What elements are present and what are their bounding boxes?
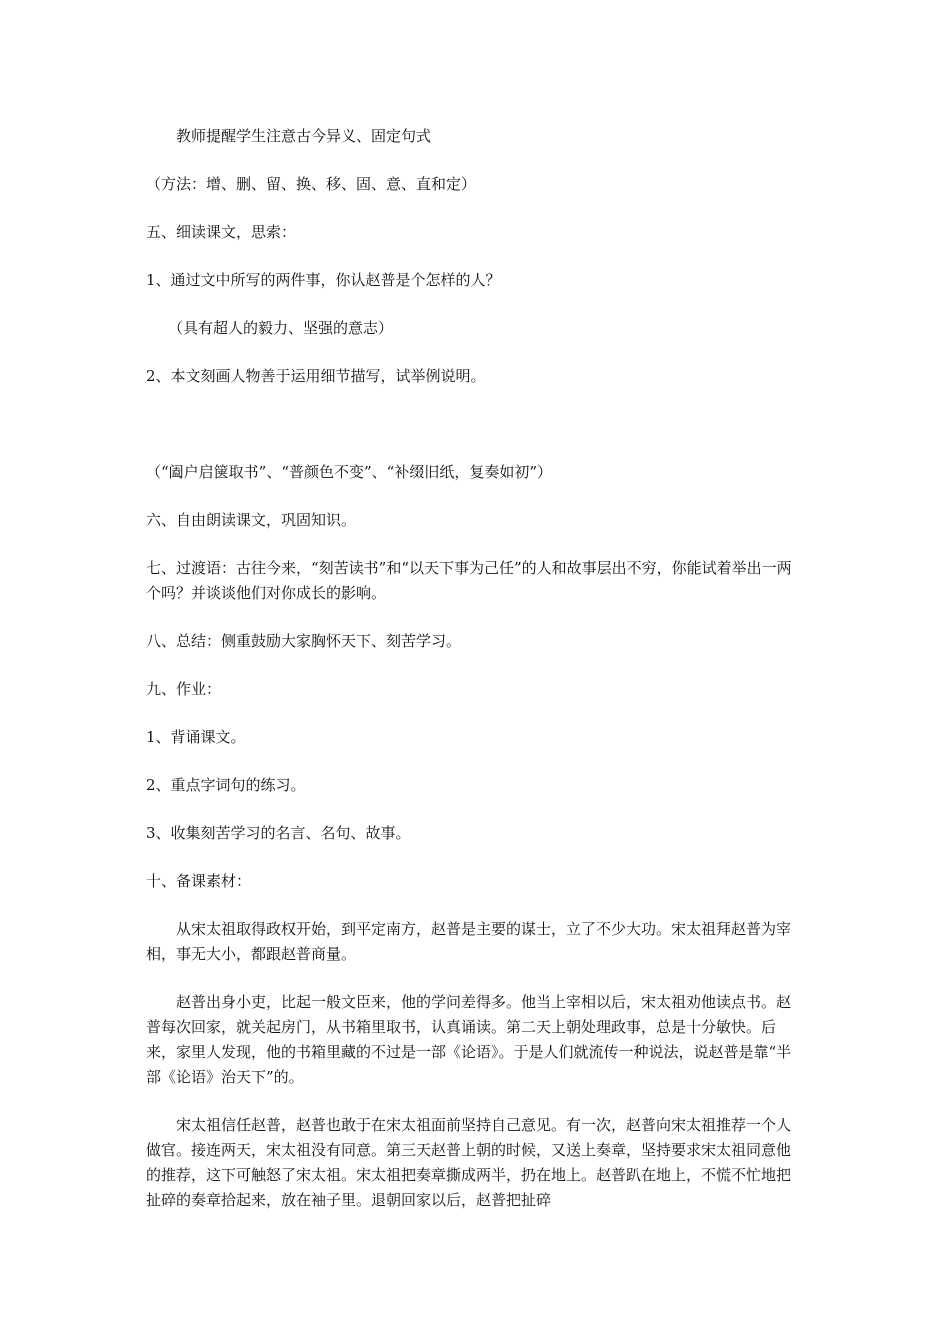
heading-section-5: 五、细读课文，思索： (146, 223, 297, 241)
heading-section-6: 六、自由朗读课文，巩固知识。 (146, 511, 357, 529)
heading-section-10: 十、备课素材： (146, 872, 252, 890)
paragraph-method: （方法：增、删、留、换、移、固、意、直和定） (146, 175, 477, 193)
homework-item-1: 1、背诵课文。 (146, 728, 246, 746)
heading-section-9: 九、作业： (146, 680, 222, 698)
material-paragraph-3: 宋太祖信任赵普，赵普也敢于在宋太祖面前坚持自己意见。有一次，赵普向宋太祖推荐一个人做官。接连两天，宋太祖没有同意。第三天赵普上朝的时候，又送上奏章，坚持要求宋太祖同意他的推荐，这下可触怒了宋太祖。宋太祖把奏章撕成两半，扔在地上。赵普趴在地上，不慌不忙地把扯碎的奏章拾起来，放在袖子里。退朝回家以后，赵普把扯碎 (146, 1116, 792, 1209)
answer-2: （“阖户启箧取书”、“普颜色不变”、“补缀旧纸，复奏如初”） (146, 463, 553, 481)
paragraph-teacher-reminder: 教师提醒学生注意古今异义、固定句式 (176, 127, 432, 145)
homework-item-3: 3、收集刻苦学习的名言、名句、故事。 (146, 824, 411, 842)
question-2: 2、本文刻画人物善于运用细节描写，试举例说明。 (146, 367, 486, 385)
homework-item-2: 2、重点字词句的练习。 (146, 776, 306, 794)
answer-1: （具有超人的毅力、坚强的意志） (168, 319, 394, 337)
question-1: 1、通过文中所写的两件事，你认赵普是个怎样的人？ (146, 271, 501, 289)
heading-section-8: 八、总结：侧重鼓励大家胸怀天下、刻苦学习。 (146, 632, 462, 650)
blank-space (146, 412, 800, 460)
material-paragraph-1: 从宋太祖取得政权开始，到平定南方，赵普是主要的谋士，立了不少大功。宋太祖拜赵普为宰相，事无大小，都跟赵普商量。 (146, 920, 792, 963)
heading-section-7: 七、过渡语：古往今来，“刻苦读书”和“以天下事为己任”的人和故事层出不穷，你能试着举出一两个吗？并谈谈他们对你成长的影响。 (146, 559, 792, 602)
material-paragraph-2: 赵普出身小吏，比起一般文臣来，他的学问差得多。他当上宰相以后，宋太祖劝他读点书。赵普每次回家，就关起房门，从书箱里取书，认真诵读。第二天上朝处理政事，总是十分敏快。后来，家里人发现，他的书箱里藏的不过是一部《论语》。于是人们就流传一种说法，说赵普是靠“半部《论语》治天下”的。 (146, 993, 792, 1086)
